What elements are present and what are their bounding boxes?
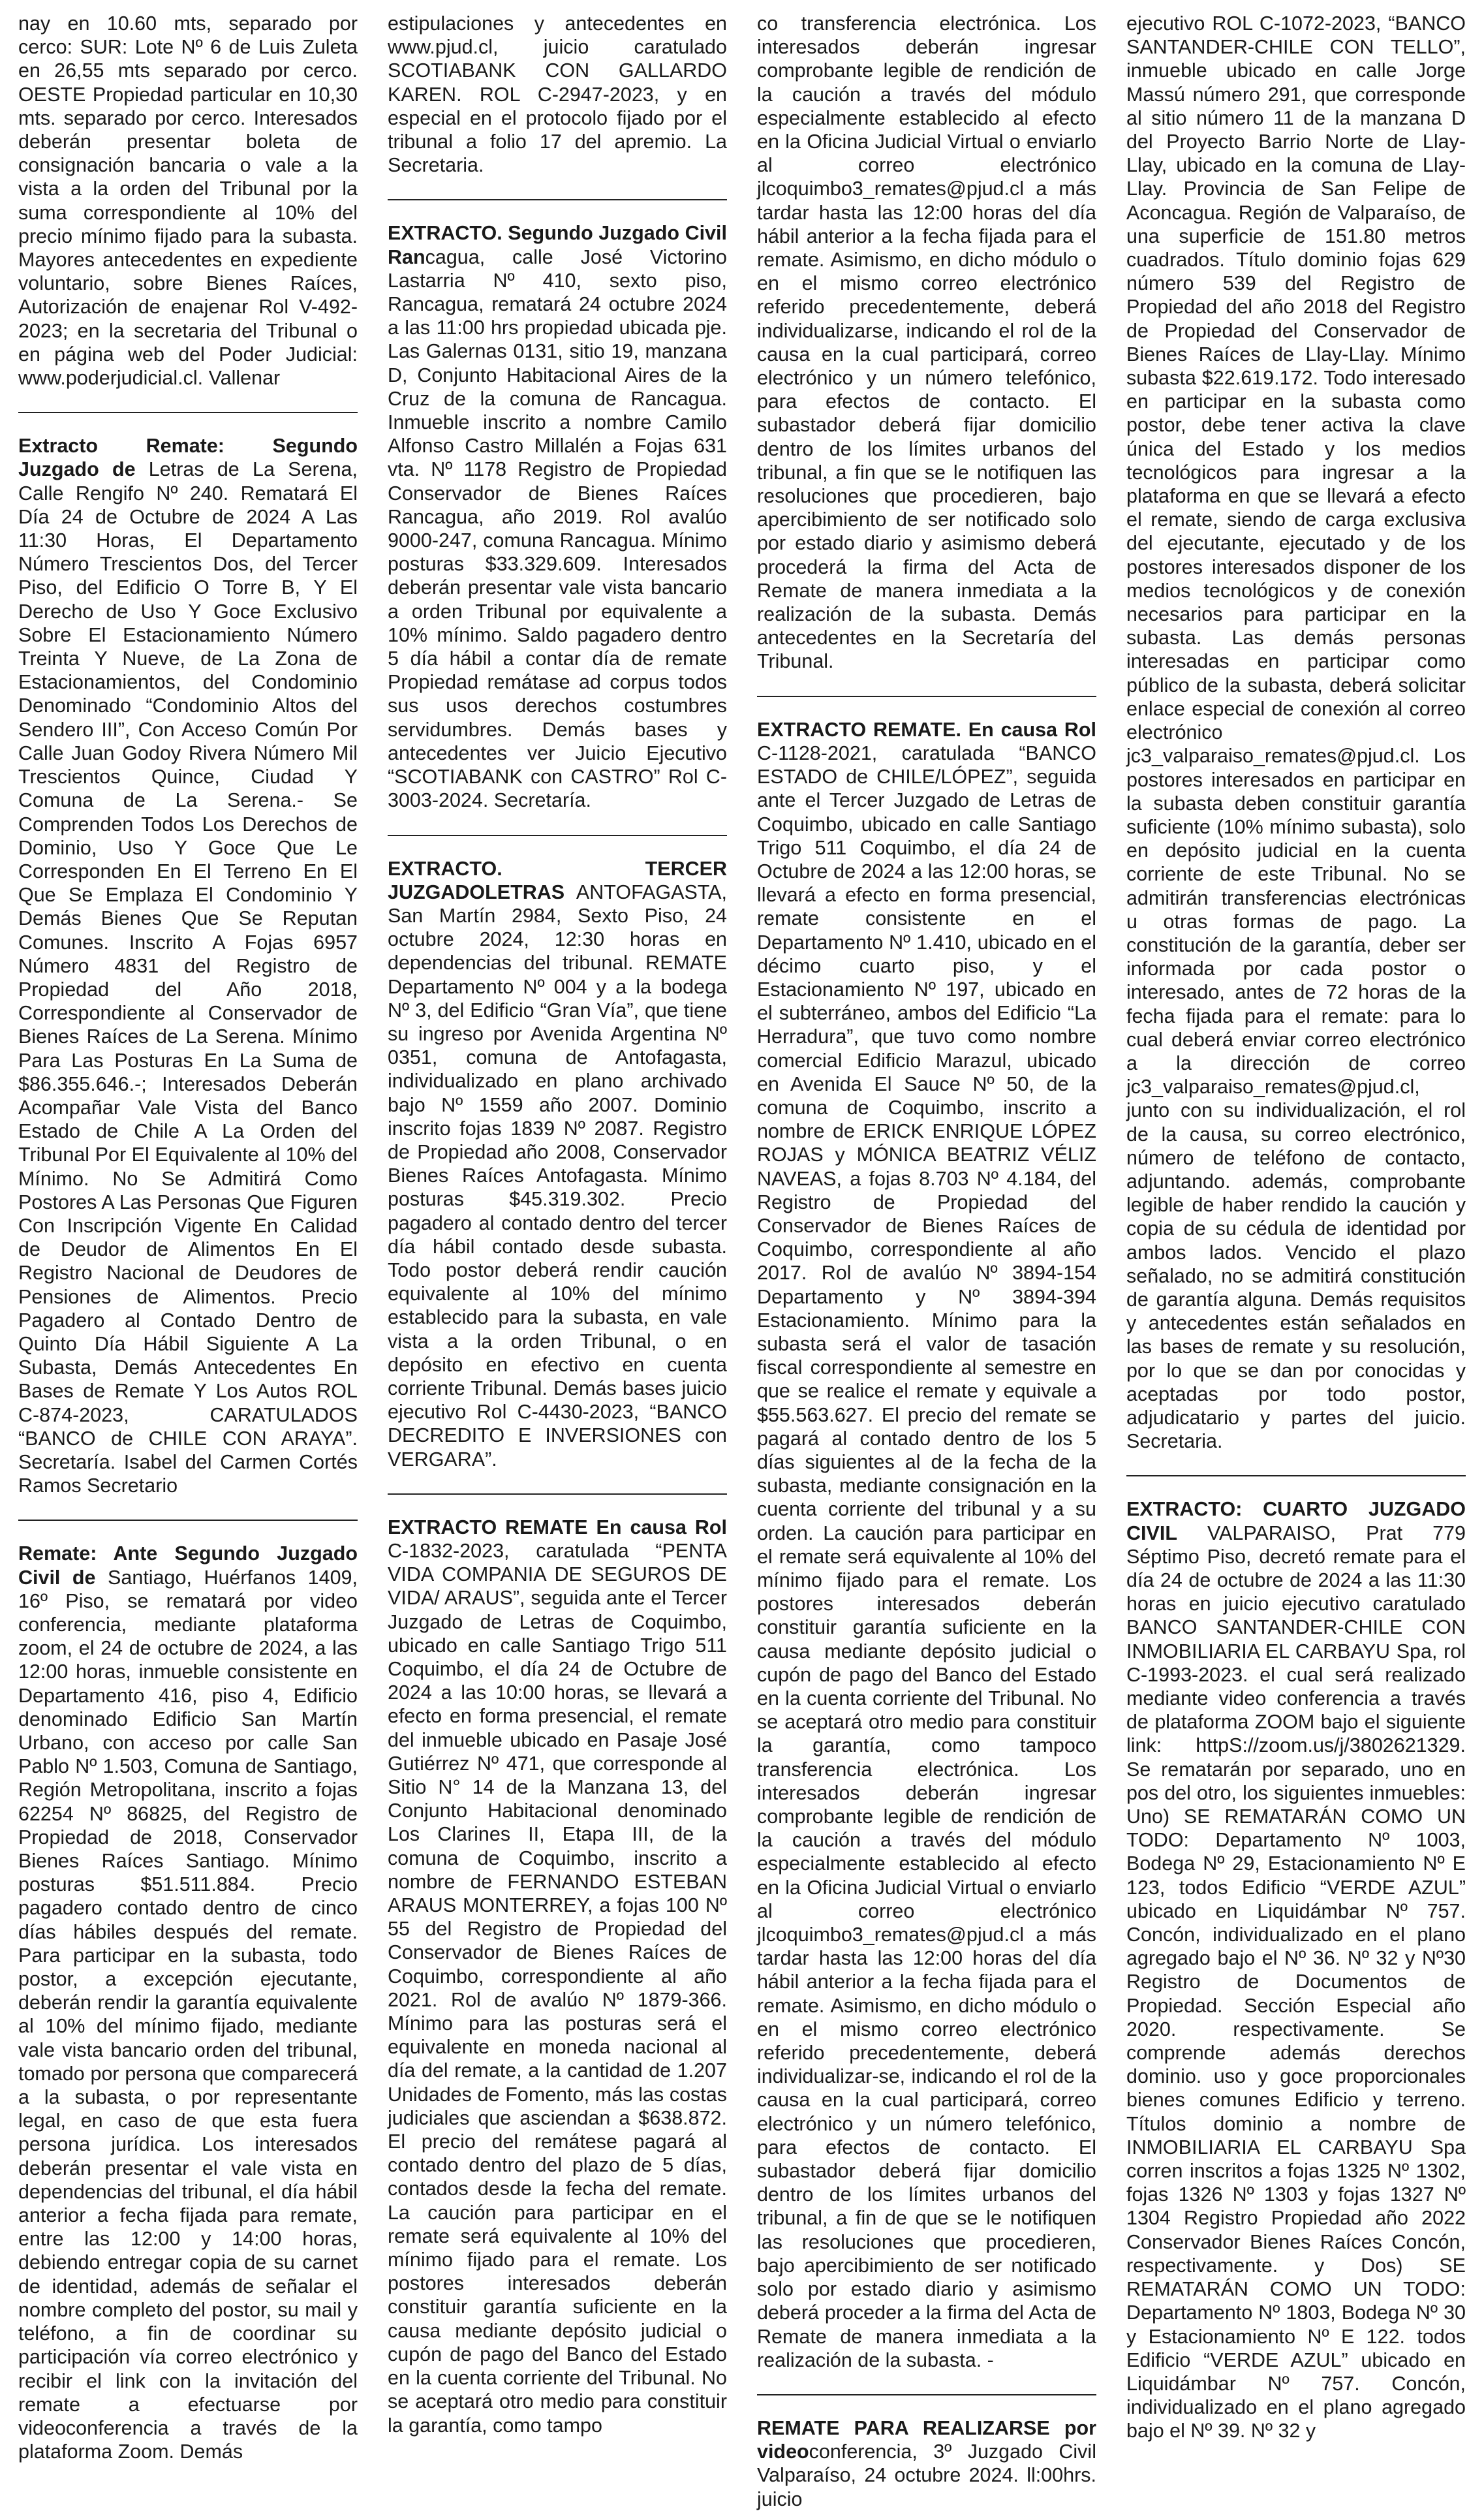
notice-divider [1126, 1475, 1466, 1476]
notice [757, 718, 1096, 2372]
column-2 [388, 12, 727, 2437]
notice-heading: EXTRACTO. Segundo Juzgado Civil Ran [388, 222, 727, 268]
notice [388, 1516, 727, 2437]
notice-divider [388, 199, 727, 200]
notice [757, 2416, 1096, 2511]
column-4 [1126, 12, 1466, 2442]
notice [18, 434, 358, 1497]
notice-divider [18, 412, 358, 413]
notice-body: C-1128-2021, caratulada “BANCO ESTADO de CHILE/LÓPEZ”, seguida ante el Tercer Juzgado de Letras de Coquimbo, ubicado en calle Santiago Trigo 511 Coquimbo, el día 24 de Octubre de 2024 a las 12:00 horas, se llevará a efecto en forma presencial, remate consistente en el Departamento Nº 1.410, ubicado en el décimo cuarto piso, y el Estacionamiento Nº 197, ubicado en el subterráneo, ambos del Edificio “La Herradura”, que tuvo como nombre comercial Edificio Marazul, ubicado en Avenida El Sauce Nº 50, de la comuna de Coquimbo, inscrito a nombre de ERICK ENRIQUE LÓPEZ ROJAS y MÓNICA BEATRIZ VÉLIZ NAVEAS, a fojas 8.703 Nº 4.184, del Registro de Propiedad del Conservador de Bienes Raíces de Coquimbo, correspondiente al año 2017. Rol de avalúo Nº 3894-154 Departamento y Nº 3894-394 Estacionamiento. Mínimo para la subasta será el valor de tasación fiscal correspondiente al semestre en que se realice el remate y equivale a $55.563.627. El precio del remate se pagará al contado dentro de los 5 días siguientes al de la fecha de la subasta, mediante consignación en la cuenta corriente del tribunal y a su orden. La caución para participar en el remate será equivalente al 10% del mínimo fijado para el remate. Los postores interesados deberán constituir garantía suficiente en la causa mediante depósito judicial o cupón de pago del Banco del Estado en la cuenta corriente del Tribunal. No se aceptará otro medio para constituir la garantía, como tampoco transferencia electrónica. Los interesados deberán ingresar comprobante legible de rendición de la caución a través del módulo especialmente establecido al efecto en la Oficina Judicial Virtual o enviarlo al correo electrónico jlcoquimbo3_remates@pjud.cl a más tardar hasta las 12:00 horas del día hábil anterior a la fecha fijada para el remate. Asimismo, en dicho módulo o en el mismo correo electrónico referido precedentemente, deberá individualizar-se, indicando el rol de la causa en la cual participará, correo electrónico y un número telefónico, para efectos de contacto. El subastador deberá fijar domicilio dentro de los límites urbanos del tribunal, a fin de que se le notifiquen las resoluciones que procedieren, bajo apercibimiento de ser notificado solo por estado diario y asimismo deberá proceder a la firma del Acta de Remate de manera inmediata a la realización de la subasta. - [757, 741, 1096, 2371]
notice-continued [388, 12, 727, 177]
notice [18, 1542, 358, 2463]
notice [1126, 1497, 1466, 2442]
notice-heading: EXTRACTO REMATE. En causa Rol [757, 718, 1096, 741]
notice-body: Santiago, Huérfanos 1409, 16º Piso, se rematará por video conferencia, mediante plataforma zoom, el 24 de octubre de 2024, a las 12:00 horas, inmueble consistente en Departamento 416, piso 4, Edificio denominado Edificio San Martín Urbano, con acceso por calle San Pablo Nº 1.503, Comuna de Santiago, Región Metropolitana, inscrito a fojas 62254 Nº 86825, del Registro de Propiedad de 2018, Conservador Bienes Raíces Santiago. Mínimo posturas $51.511.884. Precio pagadero contado dentro de cinco días hábiles después del remate. Para participar en la subasta, todo postor, a excepción ejecutante, deberán rendir la garantía equivalente al 10% del mínimo fijado, mediante vale vista bancario orden del tribunal, tomado por persona que comparecerá a la subasta, o por representante legal, en caso de que esta fuera persona jurídica. Los interesados deberán presentar el vale vista en dependencias del tribunal, el día hábil anterior a fecha fijada para remate, entre las 12:00 y 14:00 horas, debiendo entregar copia de su carnet de identidad, además de señalar el nombre completo del postor, su mail y teléfono, a fin de coordinar su participación vía correo electrónico y recibir el link con la invitación del remate a efectuarse por videoconferencia a través de la plataforma Zoom. Demás [18, 1566, 358, 2463]
notice-heading: EXTRACTO REMATE En causa Rol [388, 1516, 727, 1538]
notice-divider [18, 1520, 358, 1521]
notice-divider [757, 2394, 1096, 2395]
notice-body: C-1832-2023, caratulada “PENTA VIDA COMPANIA DE SEGUROS DE VIDA/ ARAUS”, seguida ante el Tercer Juzgado de Letras de Coquimbo, ubicado en calle Santiago Trigo 511 Coquimbo, el día 24 de Octubre de 2024 a las 10:00 horas, se llevará a efecto en forma presencial, el remate del inmueble ubicado en Pasaje José Gutiérrez Nº 471, que corresponde al Sitio N° 14 de la Manzana 13, del Conjunto Habitacional denominado Los Clarines II, Etapa III, de la comuna de Coquimbo, inscrito a nombre de FERNANDO ESTEBAN ARAUS MONTERREY, a fojas 100 Nº 55 del Registro de Propiedad del Conservador de Bienes Raíces de Coquimbo, correspondiente al año 2021. Rol de avalúo Nº 1879-366. Mínimo para las posturas será el equivalente en moneda nacional al día del remate, a la cantidad de 1.207 Unidades de Fomento, más las costas judiciales que asciendan a $638.872. El precio del remátese pagará al contado dentro del plazo de 5 días, contados desde la fecha del remate. La caución para participar en el remate será equivalente al 10% del mínimo fijado para el remate. Los postores interesados deberán constituir garantía suficiente en la causa mediante depósito judicial o cupón de pago del Banco del Estado en la cuenta corriente del Tribunal. No se aceptará otro medio para constituir la garantía, como tampo [388, 1539, 727, 2437]
notice-divider [388, 1493, 727, 1495]
notice-body: Letras de La Serena, Calle Rengifo Nº 240. Rematará El Día 24 de Octubre de 2024 A Las 11:30 Horas, El Departamento Número Trescientos Dos, del Tercer Piso, del Edificio O Torre B, Y El Derecho de Uso Y Goce Exclusivo Sobre El Estacionamiento Número Treinta Y Nueve, de La Zona de Estacionamientos, del Condominio Denominado “Condominio Altos del Sendero III”, Con Acceso Común Por Calle Juan Godoy Rivera Número Mil Trescientos Quince, Ciudad Y Comuna de La Serena.- Se Comprenden Todos Los Derechos de Dominio, Uso Y Goce Que Le Corresponden En El Terreno En El Que Se Emplaza El Condominio Y Demás Bienes Que Se Reputan Comunes. Inscrito A Fojas 6957 Número 4831 del Registro de Propiedad del Año 2018, Correspondiente al Conservador de Bienes Raíces de La Serena. Mínimo Para Las Posturas En La Suma de $86.355.646.-; Interesados Deberán Acompañar Vale Vista del Banco Estado de Chile A La Orden del Tribunal Por El Equivalente al 10% del Mínimo. No Se Admitirá Como Postores A Las Personas Que Figuren Con Inscripción Vigente En Calidad de Deudor de Alimentos En El Registro Nacional de Deudores de Pensiones de Alimentos. Precio Pagadero al Contado Dentro de Quinto Día Hábil Siguiente A La Subasta, Demás Antecedentes En Bases de Remate Y Los Autos ROL C-874-2023, CARATULADOS “BANCO de CHILE CON ARAYA”. Secretaría. Isabel del Carmen Cortés Ramos Secretario [18, 458, 358, 1497]
notice-continued [757, 12, 1096, 674]
notice [388, 221, 727, 812]
notice-divider [388, 835, 727, 836]
notice-heading: EXTRACTO. TERCER JUZGADOLETRAS [388, 857, 727, 903]
notice [388, 857, 727, 1471]
notice-body: estipulaciones y antecedentes en www.pjud.cl, juicio caratulado SCOTIABANK CON GALLARDO KAREN. ROL C-2947-2023, y en especial en el protocolo fijado por el tribunal a folio 17 del apremio. La Secretaria. [388, 12, 727, 177]
notice-body: VALPARAISO, Prat 779 Séptimo Piso, decretó remate para el día 24 de octubre de 2024 a las 11:30 horas en juicio ejecutivo caratulado BANCO SANTANDER-CHILE CON INMOBILIARIA EL CARBAYU Spa, rol C-1993-2023. el cual será realizado mediante video conferencia a través de plataforma ZOOM bajo el siguiente link: httpS://zoom.us/j/3802621329. Se rematarán por separado, uno en pos del otro, los siguientes inmuebles: Uno) SE REMATARÁN COMO UN TODO: Departamento Nº 1003, Bodega Nº 29, Estacionamiento Nº E 123, todos Edificio “VERDE AZUL” ubicado en Liquidámbar Nº 757. Concón, individualizado en el plano agregado bajo el Nº 36. Nº 32 y Nº30 Registro de Documentos de Propiedad. Sección Especial año 2020. respectivamente. Se comprende además derechos dominio. uso y goce proporcionales bienes comunes Edificio y terreno. Títulos dominio a nombre de INMOBILIARIA EL CARBAYU Spa corren inscritos a fojas 1325 Nº 1302, fojas 1326 Nº 1303 y fojas 1327 Nº 1304 Registro Propiedad año 2022 Conservador Bienes Raíces Concón, respectivamente. y Dos) SE REMATARÁN COMO UN TODO: Departamento Nº 1803, Bodega Nº 30 y Estacionamiento Nº E 122. todos Edificio “VERDE AZUL” ubicado en Liquidámbar Nº 757. Concón, individualizado en el plano agregado bajo el Nº 39. Nº 32 y [1126, 1521, 1466, 2442]
notice-heading: EXTRACTO: CUARTO JUZGADO CIVIL [1126, 1498, 1466, 1544]
notice-heading: Remate: Ante Segundo Juzgado Civil de [18, 1542, 358, 1589]
notice-continued [18, 12, 358, 390]
notice-heading: Extracto Remate: Segundo Juzgado de [18, 435, 358, 481]
column-3 [757, 12, 1096, 2510]
notice-continued [1126, 12, 1466, 1453]
notice-body: ejecutivo ROL C-1072-2023, “BANCO SANTANDER-CHILE CON TELLO”, inmueble ubicado en calle Jorge Massú número 291, que corresponde al sitio número 11 de la manzana D del Proyecto Barrio Norte de Llay-Llay, ubicado en la comuna de Llay-Llay. Provincia de San Felipe de Aconcagua. Región de Valparaíso, de una superficie de 151.80 metros cuadrados. Título dominio fojas 629 número 539 del Registro de Propiedad del año 2018 del Registro de Propiedad del Conservador de Bienes Raíces de Llay-Llay. Mínimo subasta $22.619.172. Todo interesado en participar en la subasta como postor, debe tener activa la clave única del Estado y los medios tecnológicos para ingresar a la plataforma en que se llevará a efecto el remate, siendo de carga exclusiva del ejecutante, ejecutado y de los postores interesados disponer de los medios tecnológicos y de conexión necesarios para participar en la subasta. Las demás personas interesadas en participar como público de la subasta, deberá solicitar enlace especial de conexión al correo electrónico jc3_valparaiso_remates@pjud.cl. Los postores interesados en participar en la subasta deben constituir garantía suficiente (10% mínimo subasta), solo en depósito judicial en la cuenta corriente de este Tribunal. No se admitirán transferencias electrónicas u otras formas de pago. La constitución de la garantía, deber ser informada por cada postor o interesado, antes de 72 horas de la fecha fijada para el remate: para lo cual deberá enviar correo electrónico a la dirección de correo jc3_valparaiso_remates@pjud.cl, junto con su individualización, el rol de la causa, su correo electrónico, número de teléfono de contacto, adjuntando. además, comprobante legible de haber rendido la caución y copia de su cédula de identidad por ambos lados. Vencido el plazo señalado, no se admitirá constitución de garantía alguna. Demás requisitos y antecedentes están señalados en las bases de remate y su resolución, por lo que se dan por conocidas y aceptadas por todo postor, adjudicatario y partes del juicio. Secretaria. [1126, 12, 1466, 1453]
notice-body: conferencia, 3º Juzgado Civil Valparaíso, 24 octubre 2024. ll:00hrs. juicio [757, 2441, 1096, 2510]
notice-divider [757, 696, 1096, 697]
notice-body: cagua, calle José Victorino Lastarria Nº 410, sexto piso, Rancagua, rematará 24 octubre 2024 a las 11:00 hrs propiedad ubicada pje. Las Galernas 0131, sitio 19, manzana D, Conjunto Habitacional Aires de la Cruz de la comuna de Rancagua. Inmueble inscrito a nombre Camilo Alfonso Castro Millalén a Fojas 631 vta. Nº 1178 Registro de Propiedad Conservador de Bienes Raíces Rancagua, año 2019. Rol avalúo 9000-247, comuna Rancagua. Mínimo posturas $33.329.609. Interesados deberán presentar vale vista bancario a orden Tribunal por equivalente a 10% mínimo. Saldo pagadero dentro 5 día hábil a contar día de remate Propiedad remátase ad corpus todos sus usos derechos costumbres servidumbres. Demás bases y antecedentes ver Juicio Ejecutivo “SCOTIABANK con CASTRO” Rol C-3003-2024. Secretaría. [388, 245, 727, 812]
notice-body: nay en 10.60 mts, separado por cerco: SUR: Lote Nº 6 de Luis Zuleta en 26,55 mts separado por cerco. OESTE Propiedad particular en 10,30 mts. separado por cerco. Interesados deberán presentar boleta de consignación bancaria o vale a la vista a la orden del Tribunal por la suma correspondiente al 10% del precio mínimo fijado para la subasta. Mayores antecedentes en expediente voluntario, sobre Bienes Raíces, Autorización de enajenar Rol V-492-2023; en la secretaria del Tribunal o en página web del Poder Judicial: www.poderjudicial.cl. Vallenar [18, 12, 358, 390]
notice-heading: REMATE PARA REALIZARSE por video [757, 2416, 1096, 2463]
notice-body: ANTOFAGASTA, San Martín 2984, Sexto Piso, 24 octubre 2024, 12:30 horas en dependencias del tribunal. REMATE Departamento Nº 004 y a la bodega Nº 3, del Edificio “Gran Vía”, que tiene su ingreso por Avenida Argentina Nº 0351, comuna de Antofagasta, individualizado en plano archivado bajo Nº 1559 año 2007. Dominio inscrito fojas 1839 Nº 2087. Registro de Propiedad año 2008, Conservador Bienes Raíces Antofagasta. Mínimo posturas $45.319.302. Precio pagadero al contado dentro del tercer día hábil contado desde subasta. Todo postor deberá rendir caución equivalente al 10% del mínimo establecido para la subasta, en vale vista a la orden Tribunal, o en depósito en efectivo en cuenta corriente Tribunal. Demás bases juicio ejecutivo Rol C-4430-2023, “BANCO DECREDITO E INVERSIONES con VERGARA”. [388, 881, 727, 1471]
notice-body: co transferencia electrónica. Los interesados deberán ingresar comprobante legible de rendición de la caución a través del módulo especialmente establecido al efecto en la Oficina Judicial Virtual o enviarlo al correo electrónico jlcoquimbo3_remates@pjud.cl a más tardar hasta las 12:00 horas del día hábil anterior a la fecha fijada para el remate. Asimismo, en dicho módulo o en el mismo correo electrónico referido precedentemente, deberá individualizarse, indicando el rol de la causa en la cual participará, correo electrónico y un número telefónico, para efectos de contacto. El subastador deberá fijar domicilio dentro de los límites urbanos del tribunal, a fin que se le notifiquen las resoluciones que procedieren, bajo apercibimiento de ser notificado solo por estado diario y asimismo deberá procederá la firma del Acta de Remate de manera inmediata a la realización de la subasta. Demás antecedentes en la Secretaría del Tribunal. [757, 12, 1096, 673]
column-1 [18, 12, 358, 2463]
